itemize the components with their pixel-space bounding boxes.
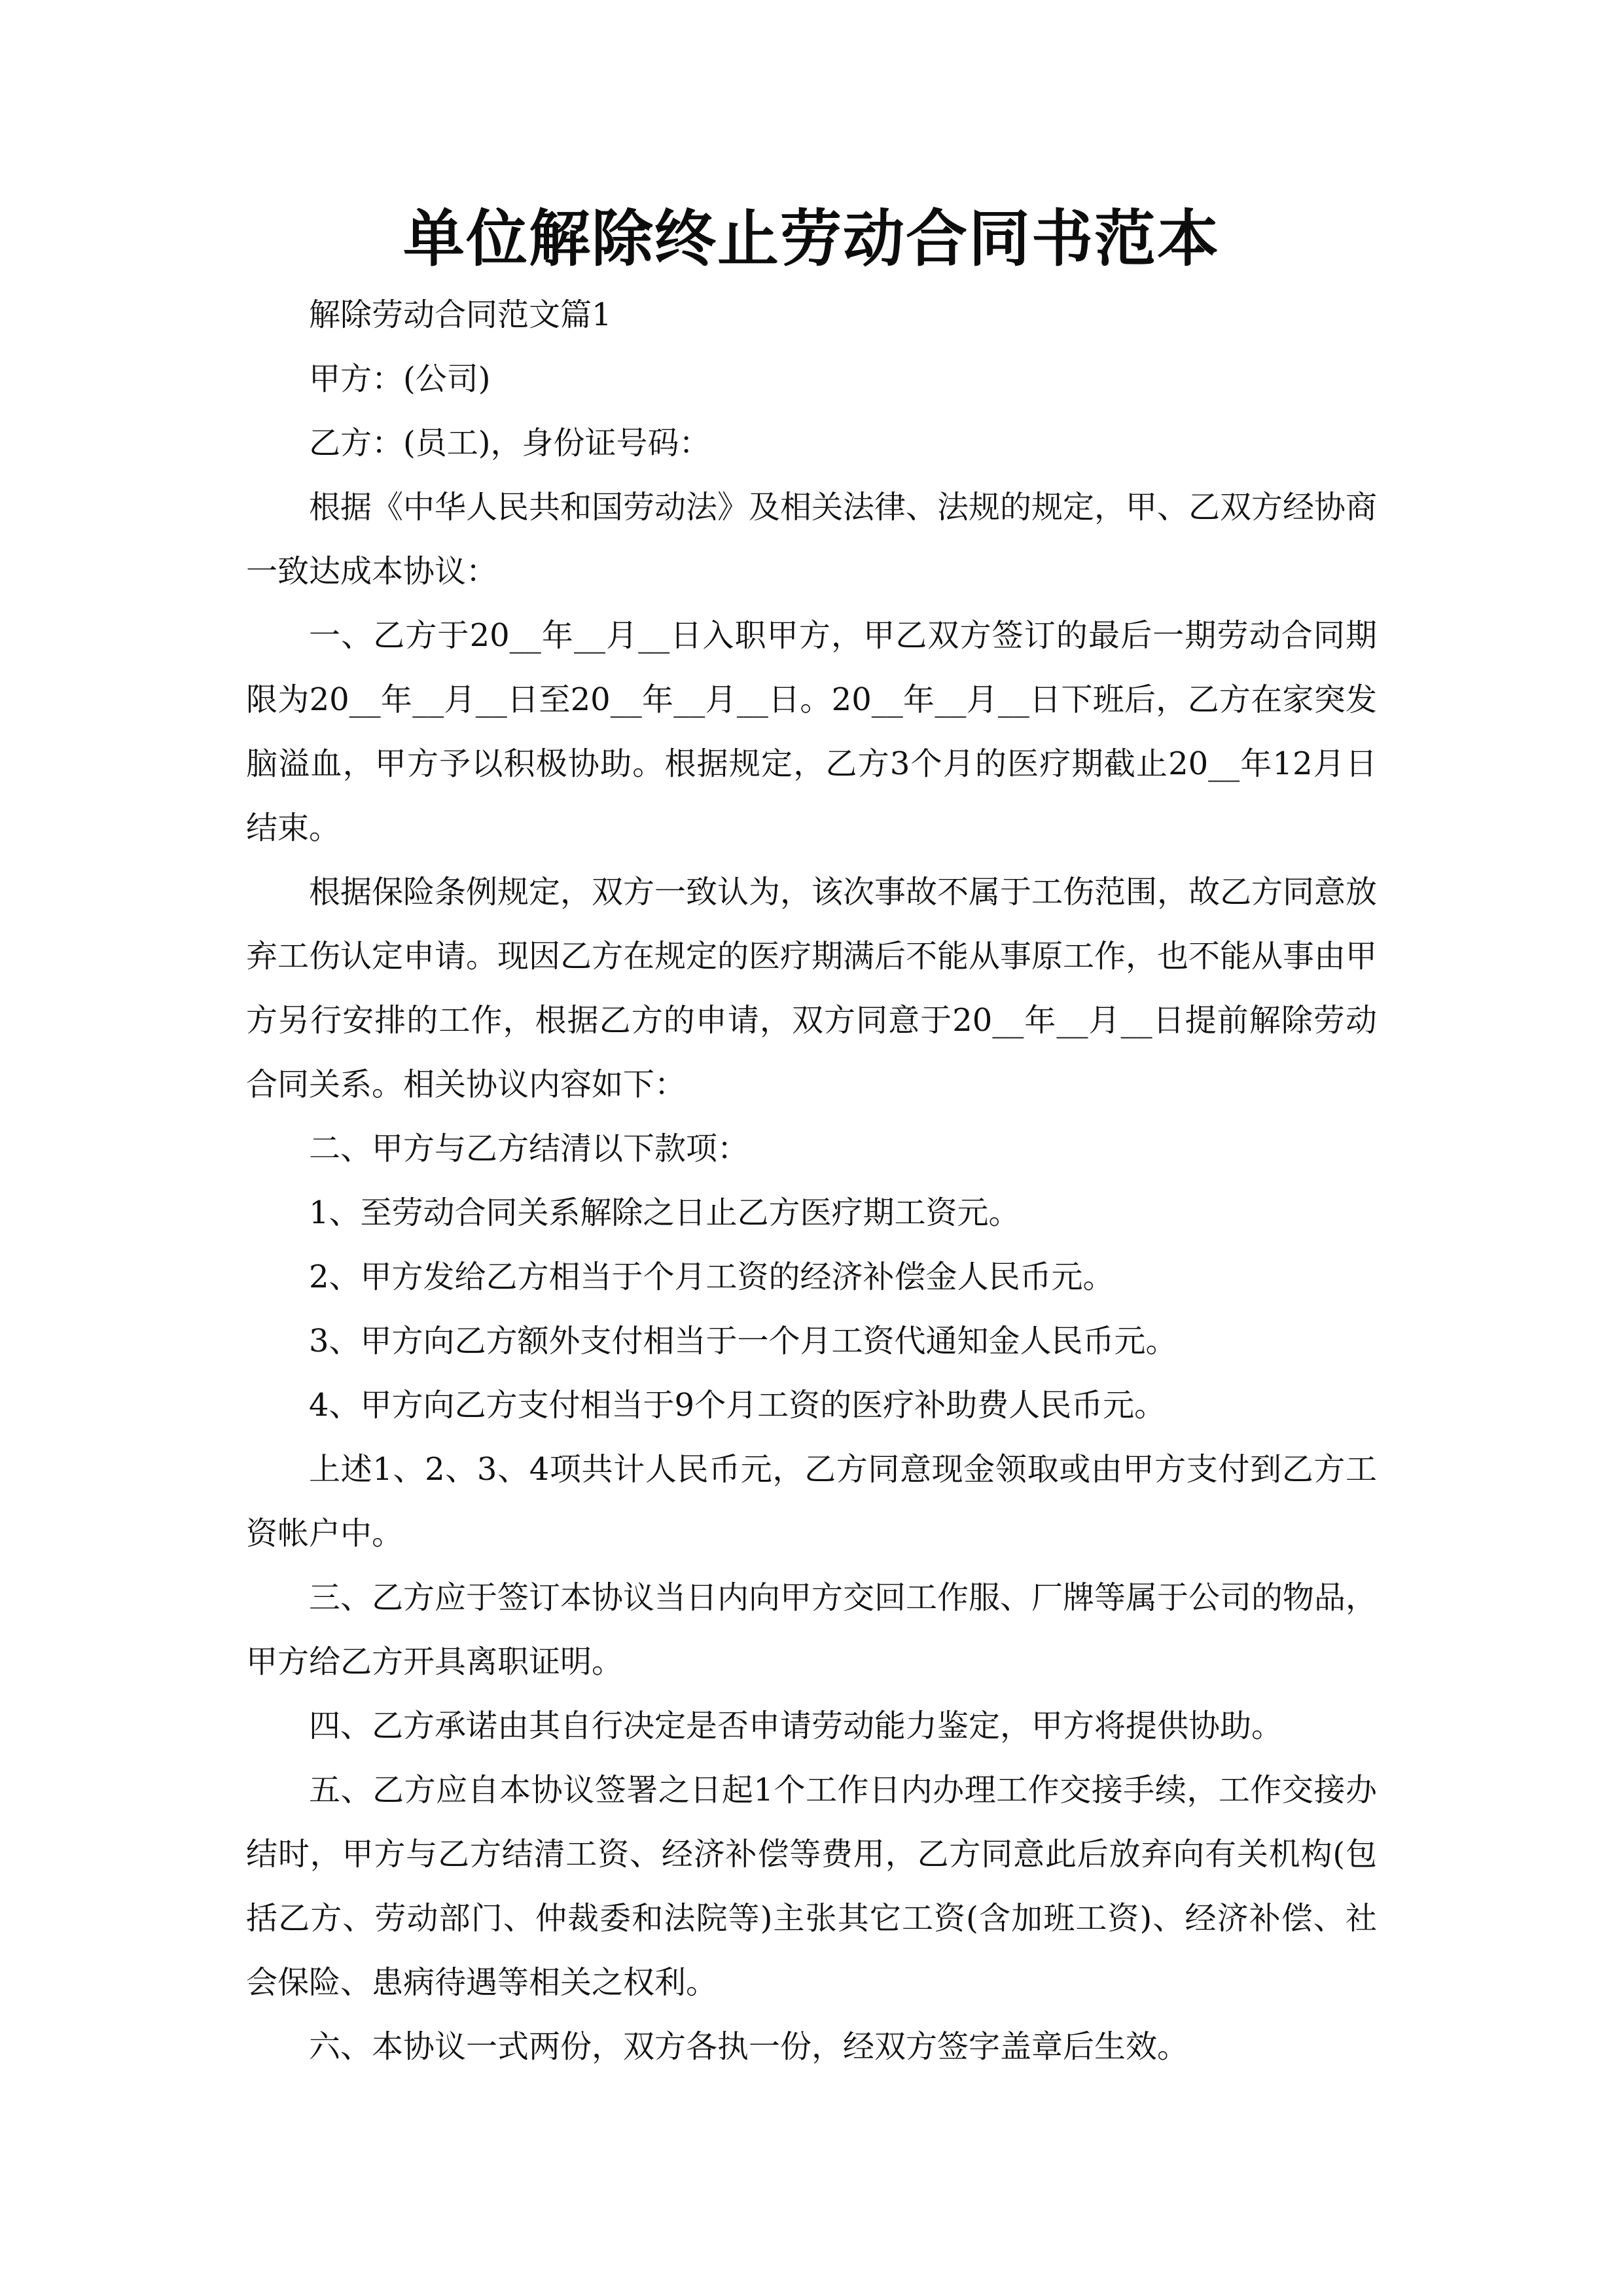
- clause-3-paragraph: 三、乙方应于签订本协议当日内向甲方交回工作服、厂牌等属于公司的物品，甲方给乙方开具离职证明。: [246, 1579, 1378, 1680]
- document-title: 单位解除终止劳动合同书范本: [402, 203, 1220, 275]
- clause-5-paragraph: 五、乙方应自本协议签署之日起1个工作日内办理工作交接手续，工作交接办结时，甲方与乙方结清工资、经济补偿等费用，乙方同意此后放弃向有关机构(包括乙方、劳动部门、仲裁委和法院等)主张其它工资(含加班工资)、经济补偿、社会保险、患病待遇等相关之权利。: [246, 1772, 1377, 2001]
- party-b-line: 乙方：(员工)，身份证号码：: [309, 425, 711, 461]
- payment-item-4: 4、甲方向乙方支付相当于9个月工资的医疗补助费人民币元。: [309, 1387, 1166, 1424]
- payment-item-2: 2、甲方发给乙方相当于个月工资的经济补偿金人民币元。: [309, 1259, 1115, 1295]
- preamble-paragraph: 根据《中华人民共和国劳动法》及相关法律、法规的规定，甲、乙双方经协商一致达成本协议：: [246, 489, 1378, 590]
- clause-1-paragraph: 一、乙方于20__年__月__日入职甲方，甲乙双方签订的最后一期劳动合同期限为20__年__月__日至20__年__月__日。20__年__月__日下班后，乙方在家突发脑溢血，甲方予以积极协助。根据规定，乙方3个月的医疗期截止20__年12月日结束。: [246, 617, 1377, 846]
- clause-2-heading: 二、甲方与乙方结清以下款项：: [309, 1130, 749, 1167]
- payment-total-paragraph: 上述1、2、3、4项共计人民币元，乙方同意现金领取或由甲方支付到乙方工资帐户中。: [246, 1451, 1377, 1552]
- payment-item-1: 1、至劳动合同关系解除之日止乙方医疗期工资元。: [309, 1194, 1020, 1231]
- document-body: [246, 283, 1377, 2079]
- clause-4-paragraph: 四、乙方承诺由其自行决定是否申请劳动能力鉴定，甲方将提供协助。: [309, 1708, 1283, 1744]
- clause-6-paragraph: 六、本协议一式两份，双方各执一份，经双方签字盖章后生效。: [309, 2028, 1189, 2065]
- party-a-line: 甲方：(公司): [309, 361, 491, 397]
- payment-item-3: 3、甲方向乙方额外支付相当于一个月工资代通知金人民币元。: [309, 1323, 1177, 1359]
- insurance-paragraph: 根据保险条例规定，双方一致认为，该次事故不属于工伤范围，故乙方同意放弃工伤认定申请。现因乙方在规定的医疗期满后不能从事原工作，也不能从事由甲方另行安排的工作，根据乙方的申请，双方同意于20__年__月__日提前解除劳动合同关系。相关协议内容如下：: [246, 874, 1378, 1103]
- section-heading: 解除劳动合同范文篇1: [309, 296, 612, 333]
